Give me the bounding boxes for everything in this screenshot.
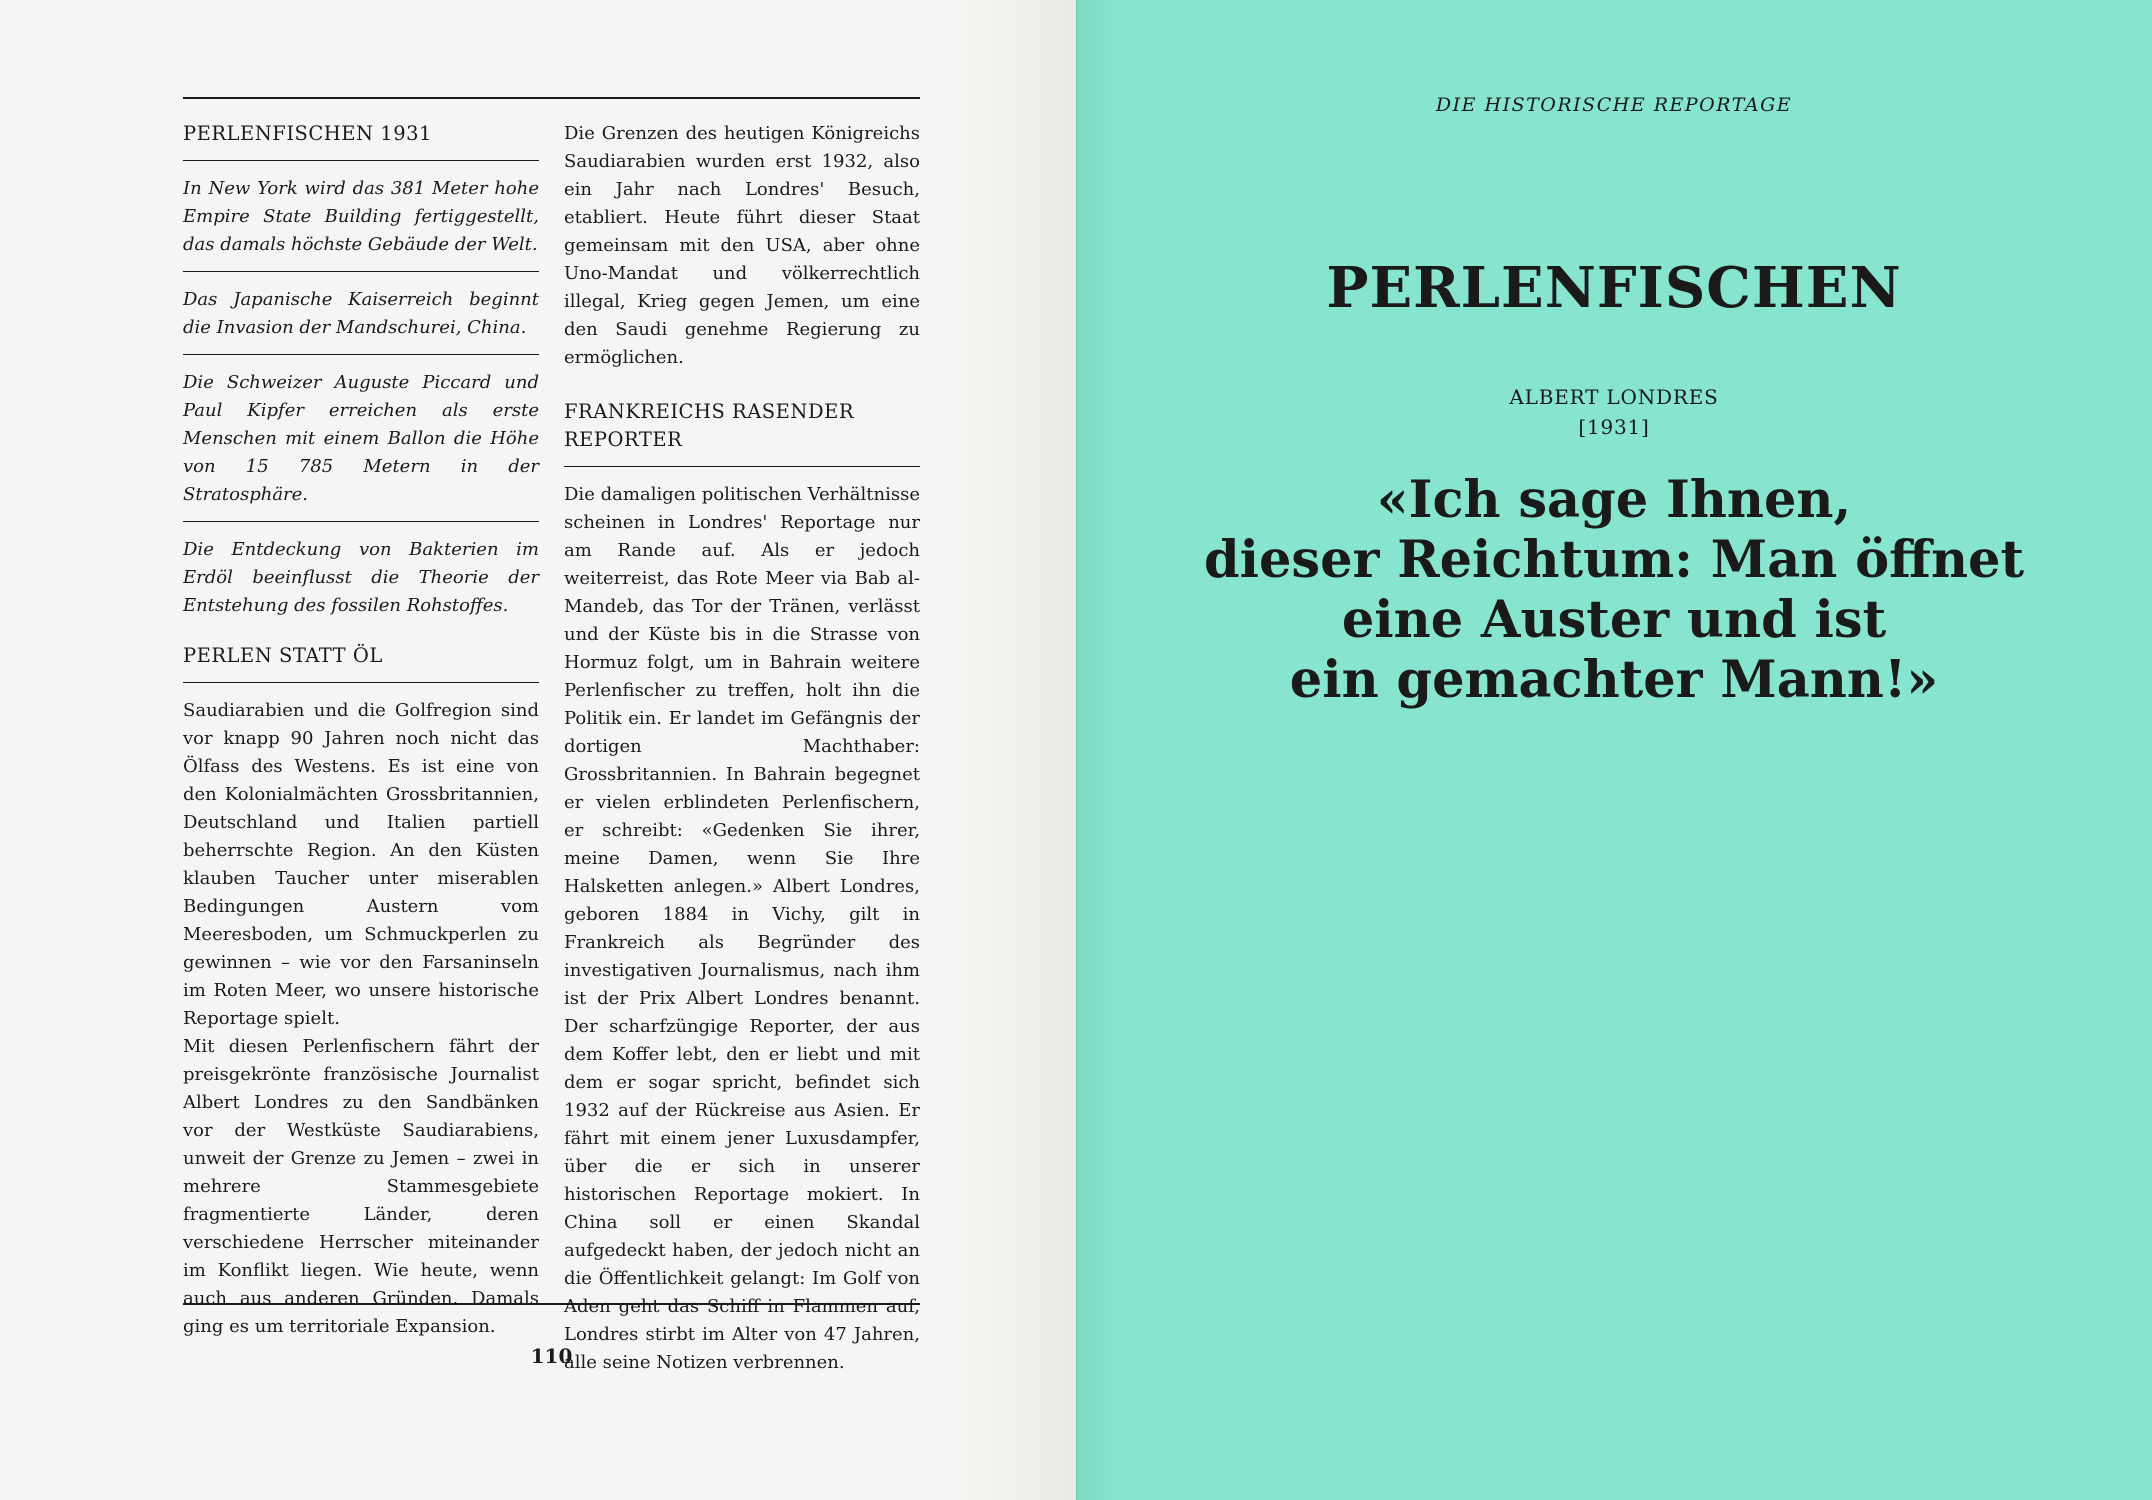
section-kicker: DIE HISTORISCHE REPORTAGE bbox=[1435, 94, 1793, 116]
publication-year: [1931] bbox=[1578, 415, 1650, 439]
page-number: 110 bbox=[530, 1344, 573, 1368]
body-paragraph: Die Grenzen des heutigen Königreichs Saudiarabien wurden erst 1932, also ein Jahr nach Londres' Besuch, etabliert. Heute führt dieser Staat gemeinsam mit den USA, aber ohne Uno-Mandat und völkerrechtlich illegal, Krieg gegen Jemen, um eine den Saudi genehme Regierung zu ermöglichen. bbox=[564, 123, 920, 368]
quote-line: ein gemachter Mann!» bbox=[1289, 650, 1939, 710]
body-paragraph: Die damaligen politischen Verhältnisse scheinen in Londres' Reportage nur am Rande auf. Als er jedoch weiterreist, das Rote Meer via Bab al-Mandeb, das Tor der Tränen, verlässt und der Küste bis in die Strasse von Hormuz folgt, um in Bahrain weitere Perlenfischer zu treffen, holt ihn die Politik ein. Er landet im Gefängnis der dortigen Machthaber: Grossbritannien. In Bahrain begegnet er vielen erblindeten Perlenfischern, er schreibt: «Gedenken Sie ihrer, meine Damen, wenn Sie Ihre Halsketten anlegen.» Albert Londres, geboren 1884 in Vichy, gilt in Frankreich als Begründer des investigativen Journalismus, nach ihm ist der Prix Albert Londres benannt. Der scharfzüngige Reporter, der aus dem Koffer lebt, den er liebt und mit dem er sogar spricht, befindet sich 1932 auf der Rückreise aus Asien. Er fährt mit einem jener Luxusdampfer, über die er sich in unserer historischen Reportage mokiert. In China soll er einen Skandal aufgedeckt haben, der jedoch nicht an die Öffentlichkeit gelangt: Im Golf von Aden geht das Schiff in Flammen auf, Londres stirbt im Alter von 47 Jahren, alle seine Notizen verbrennen. bbox=[564, 484, 920, 1373]
body-paragraph: Saudiarabien und die Golfregion sind vor knapp 90 Jahren noch nicht das Ölfass des Westens. Es ist eine von den Kolonialmächten Grossbritannien, Deutschland und Italien partiell beherrschte Region. An den Küsten klauben Taucher unter miserablen Bedingungen Austern vom Meeresboden, um Schmuckperlen zu gewinnen – wie vor den Farsaninseln im Roten Meer, wo unsere historische Reportage spielt. bbox=[183, 700, 539, 1029]
section-heading-perlen-statt-oel: PERLEN STATT ÖL bbox=[183, 642, 539, 683]
author-name: ALBERT LONDRES bbox=[1509, 385, 1719, 409]
timeline-event: Die Schweizer Auguste Piccard und Paul Kipfer erreichen als erste Menschen mit einem Ballon die Höhe von 15 785 Metern in der Stratosphäre. bbox=[183, 369, 539, 522]
top-rule bbox=[183, 97, 920, 99]
quote-line: «Ich sage Ihnen, bbox=[1376, 470, 1852, 530]
section-heading-rasender-reporter: FRANKREICHS RASENDER REPORTER bbox=[564, 398, 920, 467]
timeline-event: In New York wird das 381 Meter hohe Empire State Building fertiggestellt, das damals höchste Gebäude der Welt. bbox=[183, 175, 539, 272]
right-page bbox=[1076, 0, 2152, 1500]
bottom-rule bbox=[183, 1303, 920, 1305]
author-block bbox=[1076, 382, 2152, 442]
timeline-event: Das Japanische Kaiserreich beginnt die Invasion der Mandschurei, China. bbox=[183, 286, 539, 355]
timeline-heading: PERLENFISCHEN 1931 bbox=[183, 120, 539, 161]
quote-line: eine Auster und ist bbox=[1341, 590, 1887, 650]
pull-quote bbox=[1076, 470, 2152, 710]
left-column bbox=[183, 120, 539, 1341]
right-column bbox=[564, 120, 920, 1377]
timeline-event: Die Entdeckung von Bakterien im Erdöl beeinflusst die Theorie der Entstehung des fossilen Rohstoffes. bbox=[183, 539, 539, 616]
body-paragraph: Mit diesen Perlenfischern fährt der preisgekrönte französische Journalist Albert Londres zu den Sandbänken vor der Westküste Saudiarabiens, unweit der Grenze zu Jemen – zwei in mehrere Stammesgebiete fragmentierte Länder, deren verschiedene Herrscher miteinander im Konflikt liegen. Wie heute, wenn auch aus anderen Gründen. Damals ging es um territoriale Expansion. bbox=[183, 1036, 539, 1337]
article-title: PERLENFISCHEN bbox=[1326, 255, 1902, 321]
quote-line: dieser Reichtum: Man öffnet bbox=[1203, 530, 2025, 590]
